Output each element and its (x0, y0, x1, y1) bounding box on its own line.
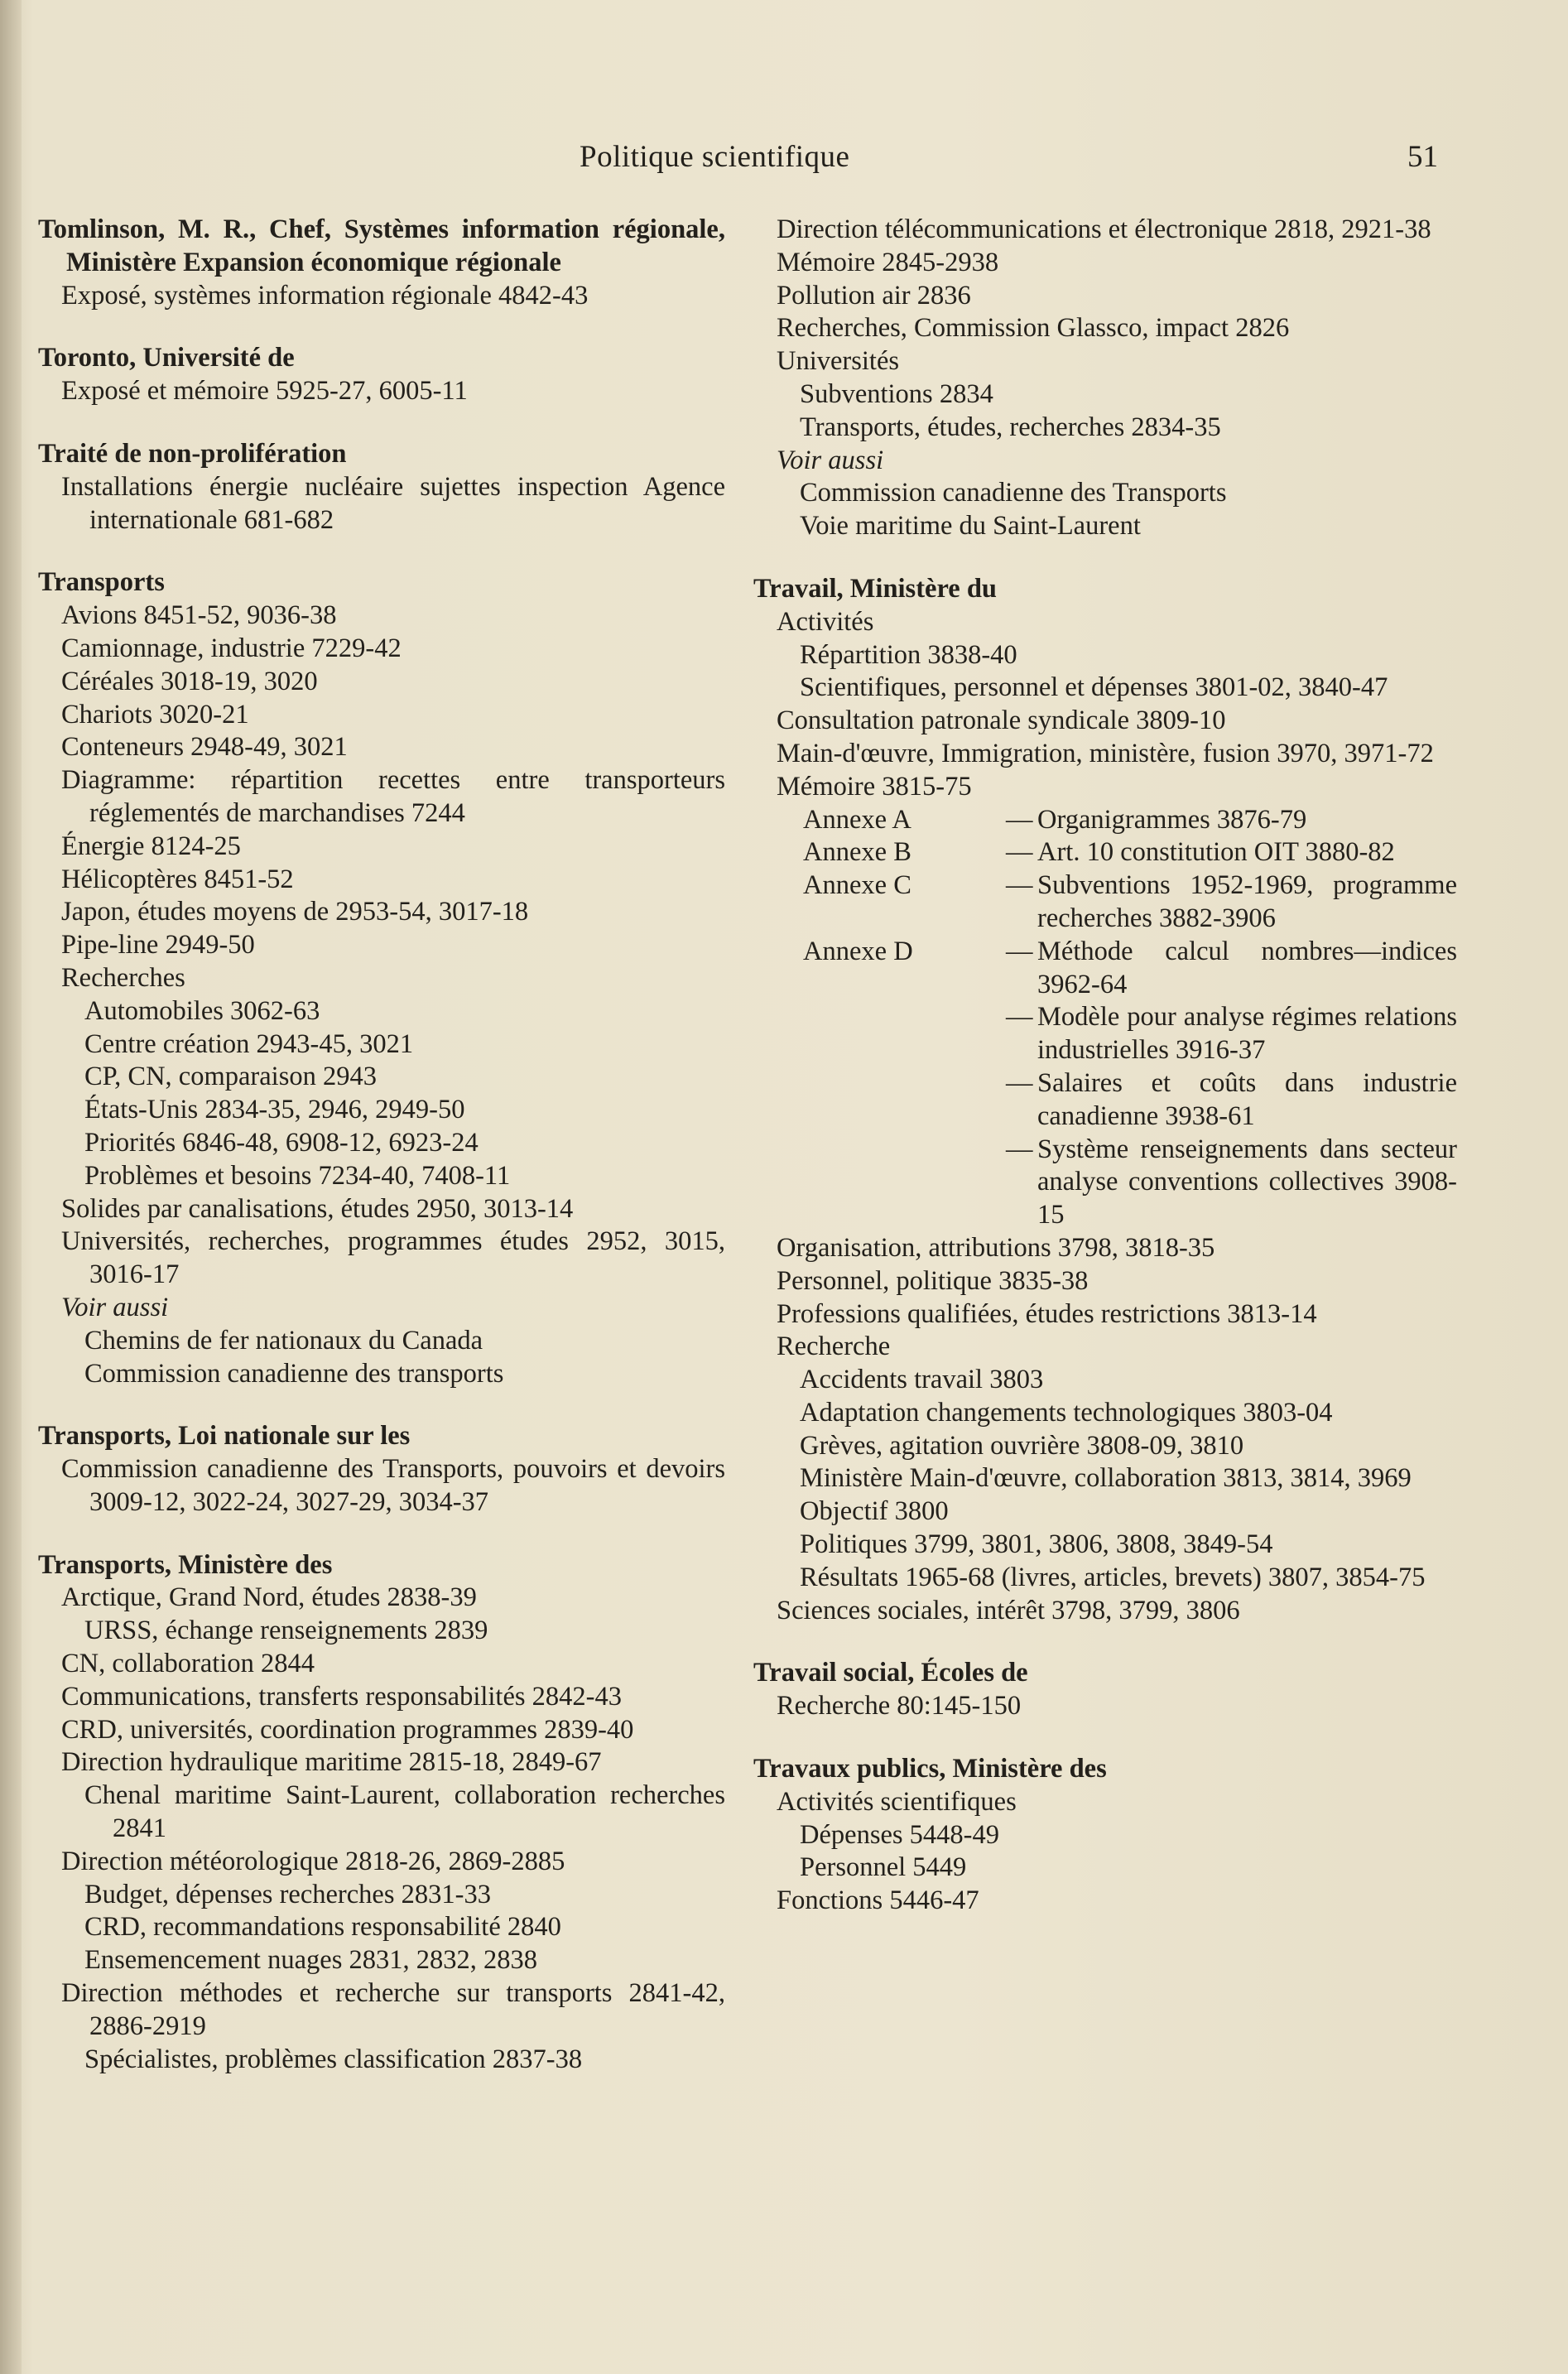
see-also-label: Voir aussi (777, 445, 884, 475)
index-subentry: Ensemencement nuages 2831, 2832, 2838 (84, 1945, 537, 1976)
index-subentry: Voie maritime du Saint-Laurent (800, 511, 1141, 542)
binding-gutter (0, 0, 22, 2374)
index-subentry: Commission canadienne des Transports (800, 478, 1227, 508)
entry-heading: Transports, Ministère des (38, 1549, 333, 1580)
index-subentry: Céréales 3018-19, 3020 (61, 666, 318, 696)
index-subentry: Japon, études moyens de 2953-54, 3017-18 (61, 897, 529, 927)
annex-text: Méthode calcul nombres—indices 3962-64 (1037, 936, 1457, 999)
annex-dash: — (1006, 1134, 1033, 1164)
index-subentry: URSS, échange renseignements 2839 (84, 1616, 488, 1646)
index-subentry: Installations énergie nucléaire sujettes inspection Agence internationale 681-682 (61, 471, 725, 535)
annex-row (753, 1134, 1457, 1232)
index-subentry: Main-d'œuvre, Immigration, ministère, fusion 3970, 3971-72 (777, 738, 1434, 768)
index-entry (38, 1549, 725, 2077)
index-subentry: Arctique, Grand Nord, études 2838-39 (61, 1582, 477, 1613)
index-entry (38, 438, 725, 537)
index-subentry: Recherches, Commission Glassco, impact 2826 (777, 313, 1290, 344)
index-entry (38, 342, 725, 408)
index-subentry: Accidents travail 3803 (800, 1365, 1044, 1395)
entry-heading: Transports, Loi nationale sur les (38, 1421, 411, 1452)
index-subentry: Activités (777, 606, 874, 637)
index-subentry: Priorités 6846-48, 6908-12, 6923-24 (84, 1127, 479, 1158)
index-entry (38, 1420, 725, 1519)
index-subentry: Centre création 2943-45, 3021 (84, 1028, 414, 1059)
annex-dash: — (1006, 936, 1033, 966)
index-entry-travail (753, 573, 1457, 1628)
annex-text: Système renseignements dans secteur analyse conventions collectives 3908-15 (1037, 1134, 1457, 1230)
index-entry (753, 1753, 1457, 1918)
annex-label: Annexe C (803, 870, 911, 901)
index-entry (753, 1657, 1457, 1723)
index-subentry: Grèves, agitation ouvrière 3808-09, 3810 (800, 1430, 1244, 1461)
index-subentry: Personnel, politique 3835-38 (777, 1265, 1089, 1296)
entry-heading: Toronto, Université de (38, 343, 295, 373)
index-subentry: Énergie 8124-25 (61, 831, 241, 861)
index-subentry: Camionnage, industrie 7229-42 (61, 633, 402, 663)
annex-row (753, 869, 1457, 936)
annex-dash: — (1006, 837, 1033, 868)
index-subentry: Problèmes et besoins 7234-40, 7408-11 (84, 1160, 511, 1191)
index-subentry: Direction télécommunications et électronique 2818, 2921-38 (777, 214, 1431, 244)
entry-heading: Travail social, Écoles de (753, 1658, 1028, 1688)
index-subentry: Recherche (777, 1331, 891, 1362)
annex-label: Annexe B (803, 837, 911, 868)
index-subentry: Objectif 3800 (800, 1496, 949, 1527)
annex-label (803, 1067, 1006, 1134)
index-subentry: Consultation patronale syndicale 3809-10 (777, 705, 1226, 736)
index-subentry: Avions 8451-52, 9036-38 (61, 600, 337, 631)
entry-heading: Travaux publics, Ministère des (753, 1754, 1107, 1784)
index-subentry: Transports, études, recherches 2834-35 (800, 412, 1221, 442)
entry-heading: Tomlinson, M. R., Chef, Systèmes information régionale, Ministère Expansion économique régionale (38, 214, 725, 277)
index-subentry: Subventions 2834 (800, 378, 993, 409)
annex-label: Annexe D (803, 936, 913, 966)
index-subentry: CN, collaboration 2844 (61, 1649, 315, 1679)
index-subentry: CRD, recommandations responsabilité 2840 (84, 1912, 561, 1943)
left-column (38, 214, 725, 2106)
index-entry (38, 214, 725, 312)
see-also-label: Voir aussi (61, 1292, 169, 1322)
annex-label (803, 1001, 1006, 1067)
annex-dash: — (1006, 870, 1033, 901)
index-subentry: Communications, transferts responsabilités 2842-43 (61, 1681, 622, 1712)
index-subentry: Activités scientifiques (777, 1786, 1017, 1817)
index-subentry: CP, CN, comparaison 2943 (84, 1062, 377, 1092)
index-subentry: Ministère Main-d'œuvre, collaboration 3813, 3814, 3969 (800, 1463, 1412, 1494)
index-subentry: Universités, recherches, programmes études 2952, 3015, 3016-17 (61, 1226, 725, 1290)
index-subentry: Recherche 80:145-150 (777, 1691, 1022, 1722)
index-subentry: Résultats 1965-68 (livres, articles, brevets) 3807, 3854-75 (800, 1562, 1426, 1592)
right-column (753, 214, 1457, 1948)
annex-list (753, 804, 1457, 1232)
page-number: 51 (1407, 140, 1438, 174)
index-subentry: Commission canadienne des transports (84, 1358, 504, 1389)
index-subentry: Direction méthodes et recherche sur transports 2841-42, 2886-2919 (61, 1978, 725, 2041)
index-subentry: Chenal maritime Saint-Laurent, collaboration recherches 2841 (84, 1780, 725, 1844)
index-subentry: Chariots 3020-21 (61, 699, 249, 730)
entry-heading: Travail, Ministère du (753, 573, 997, 604)
index-entry (38, 566, 725, 1390)
index-subentry: Recherches (61, 962, 185, 993)
continued-entry (753, 214, 1457, 543)
annex-row (753, 1067, 1457, 1134)
annex-label (803, 1134, 1006, 1232)
annex-row (753, 836, 1457, 869)
index-subentry: Pipe-line 2949-50 (61, 930, 255, 961)
index-subentry: Solides par canalisations, études 2950, 3013-14 (61, 1193, 574, 1224)
annex-text: Organigrammes 3876-79 (1037, 804, 1307, 835)
index-subentry: CRD, universités, coordination programmes 2839-40 (61, 1714, 634, 1745)
page-header (0, 139, 1568, 189)
annex-label: Annexe A (803, 804, 911, 835)
index-subentry: Scientifiques, personnel et dépenses 3801-02, 3840-47 (800, 672, 1388, 703)
index-subentry: Conteneurs 2948-49, 3021 (61, 732, 348, 763)
index-subentry: Organisation, attributions 3798, 3818-35 (777, 1232, 1215, 1263)
index-subentry: Adaptation changements technologiques 3803-04 (800, 1397, 1333, 1428)
annex-dash: — (1006, 1002, 1033, 1033)
index-subentry: Sciences sociales, intérêt 3798, 3799, 3806 (777, 1595, 1240, 1625)
index-subentry: Mémoire 3815-75 (777, 771, 972, 802)
index-subentry: Exposé et mémoire 5925-27, 6005-11 (61, 376, 468, 407)
annex-text: Salaires et coûts dans industrie canadienne 3938-61 (1037, 1067, 1457, 1131)
annex-text: Subventions 1952-1969, programme recherches 3882-3906 (1037, 870, 1457, 933)
index-subentry: États-Unis 2834-35, 2946, 2949-50 (84, 1095, 465, 1125)
index-subentry: Direction météorologique 2818-26, 2869-2885 (61, 1846, 565, 1876)
annex-text: Modèle pour analyse régimes relations industrielles 3916-37 (1037, 1002, 1457, 1066)
index-subentry: Universités (777, 346, 900, 377)
index-subentry: Hélicoptères 8451-52 (61, 864, 294, 894)
annex-row (753, 1001, 1457, 1067)
index-subentry: Chemins de fer nationaux du Canada (84, 1325, 483, 1356)
index-subentry: Fonctions 5446-47 (777, 1885, 979, 1916)
index-subentry: Mémoire 2845-2938 (777, 247, 999, 277)
index-subentry: Personnel 5449 (800, 1852, 967, 1883)
index-subentry: Exposé, systèmes information régionale 4842-43 (61, 280, 589, 311)
index-subentry: Professions qualifiées, études restrictions 3813-14 (777, 1298, 1317, 1329)
index-subentry: Automobiles 3062-63 (84, 995, 320, 1026)
annex-row (753, 804, 1457, 837)
annex-text: Art. 10 constitution OIT 3880-82 (1037, 837, 1395, 868)
annex-row (753, 936, 1457, 1002)
index-subentry: Dépenses 5448-49 (800, 1819, 999, 1850)
running-title: Politique scientifique (580, 140, 850, 174)
index-subentry: Diagramme: répartition recettes entre transporteurs réglementés de marchandises 7244 (61, 765, 725, 828)
index-subentry: Répartition 3838-40 (800, 639, 1017, 670)
annex-dash: — (1006, 804, 1033, 835)
entry-heading: Traité de non-prolifération (38, 438, 347, 469)
index-subentry: Budget, dépenses recherches 2831-33 (84, 1879, 491, 1909)
index-subentry: Spécialistes, problèmes classification 2837-38 (84, 2044, 583, 2074)
index-subentry: Politiques 3799, 3801, 3806, 3808, 3849-54 (800, 1529, 1273, 1560)
entry-heading: Transports (38, 567, 165, 598)
index-subentry: Pollution air 2836 (777, 280, 971, 311)
index-subentry: Direction hydraulique maritime 2815-18, 2849-67 (61, 1747, 602, 1778)
index-subentry: Commission canadienne des Transports, pouvoirs et devoirs 3009-12, 3022-24, 3027-29, 3034-37 (61, 1454, 725, 1517)
annex-dash: — (1006, 1067, 1033, 1098)
